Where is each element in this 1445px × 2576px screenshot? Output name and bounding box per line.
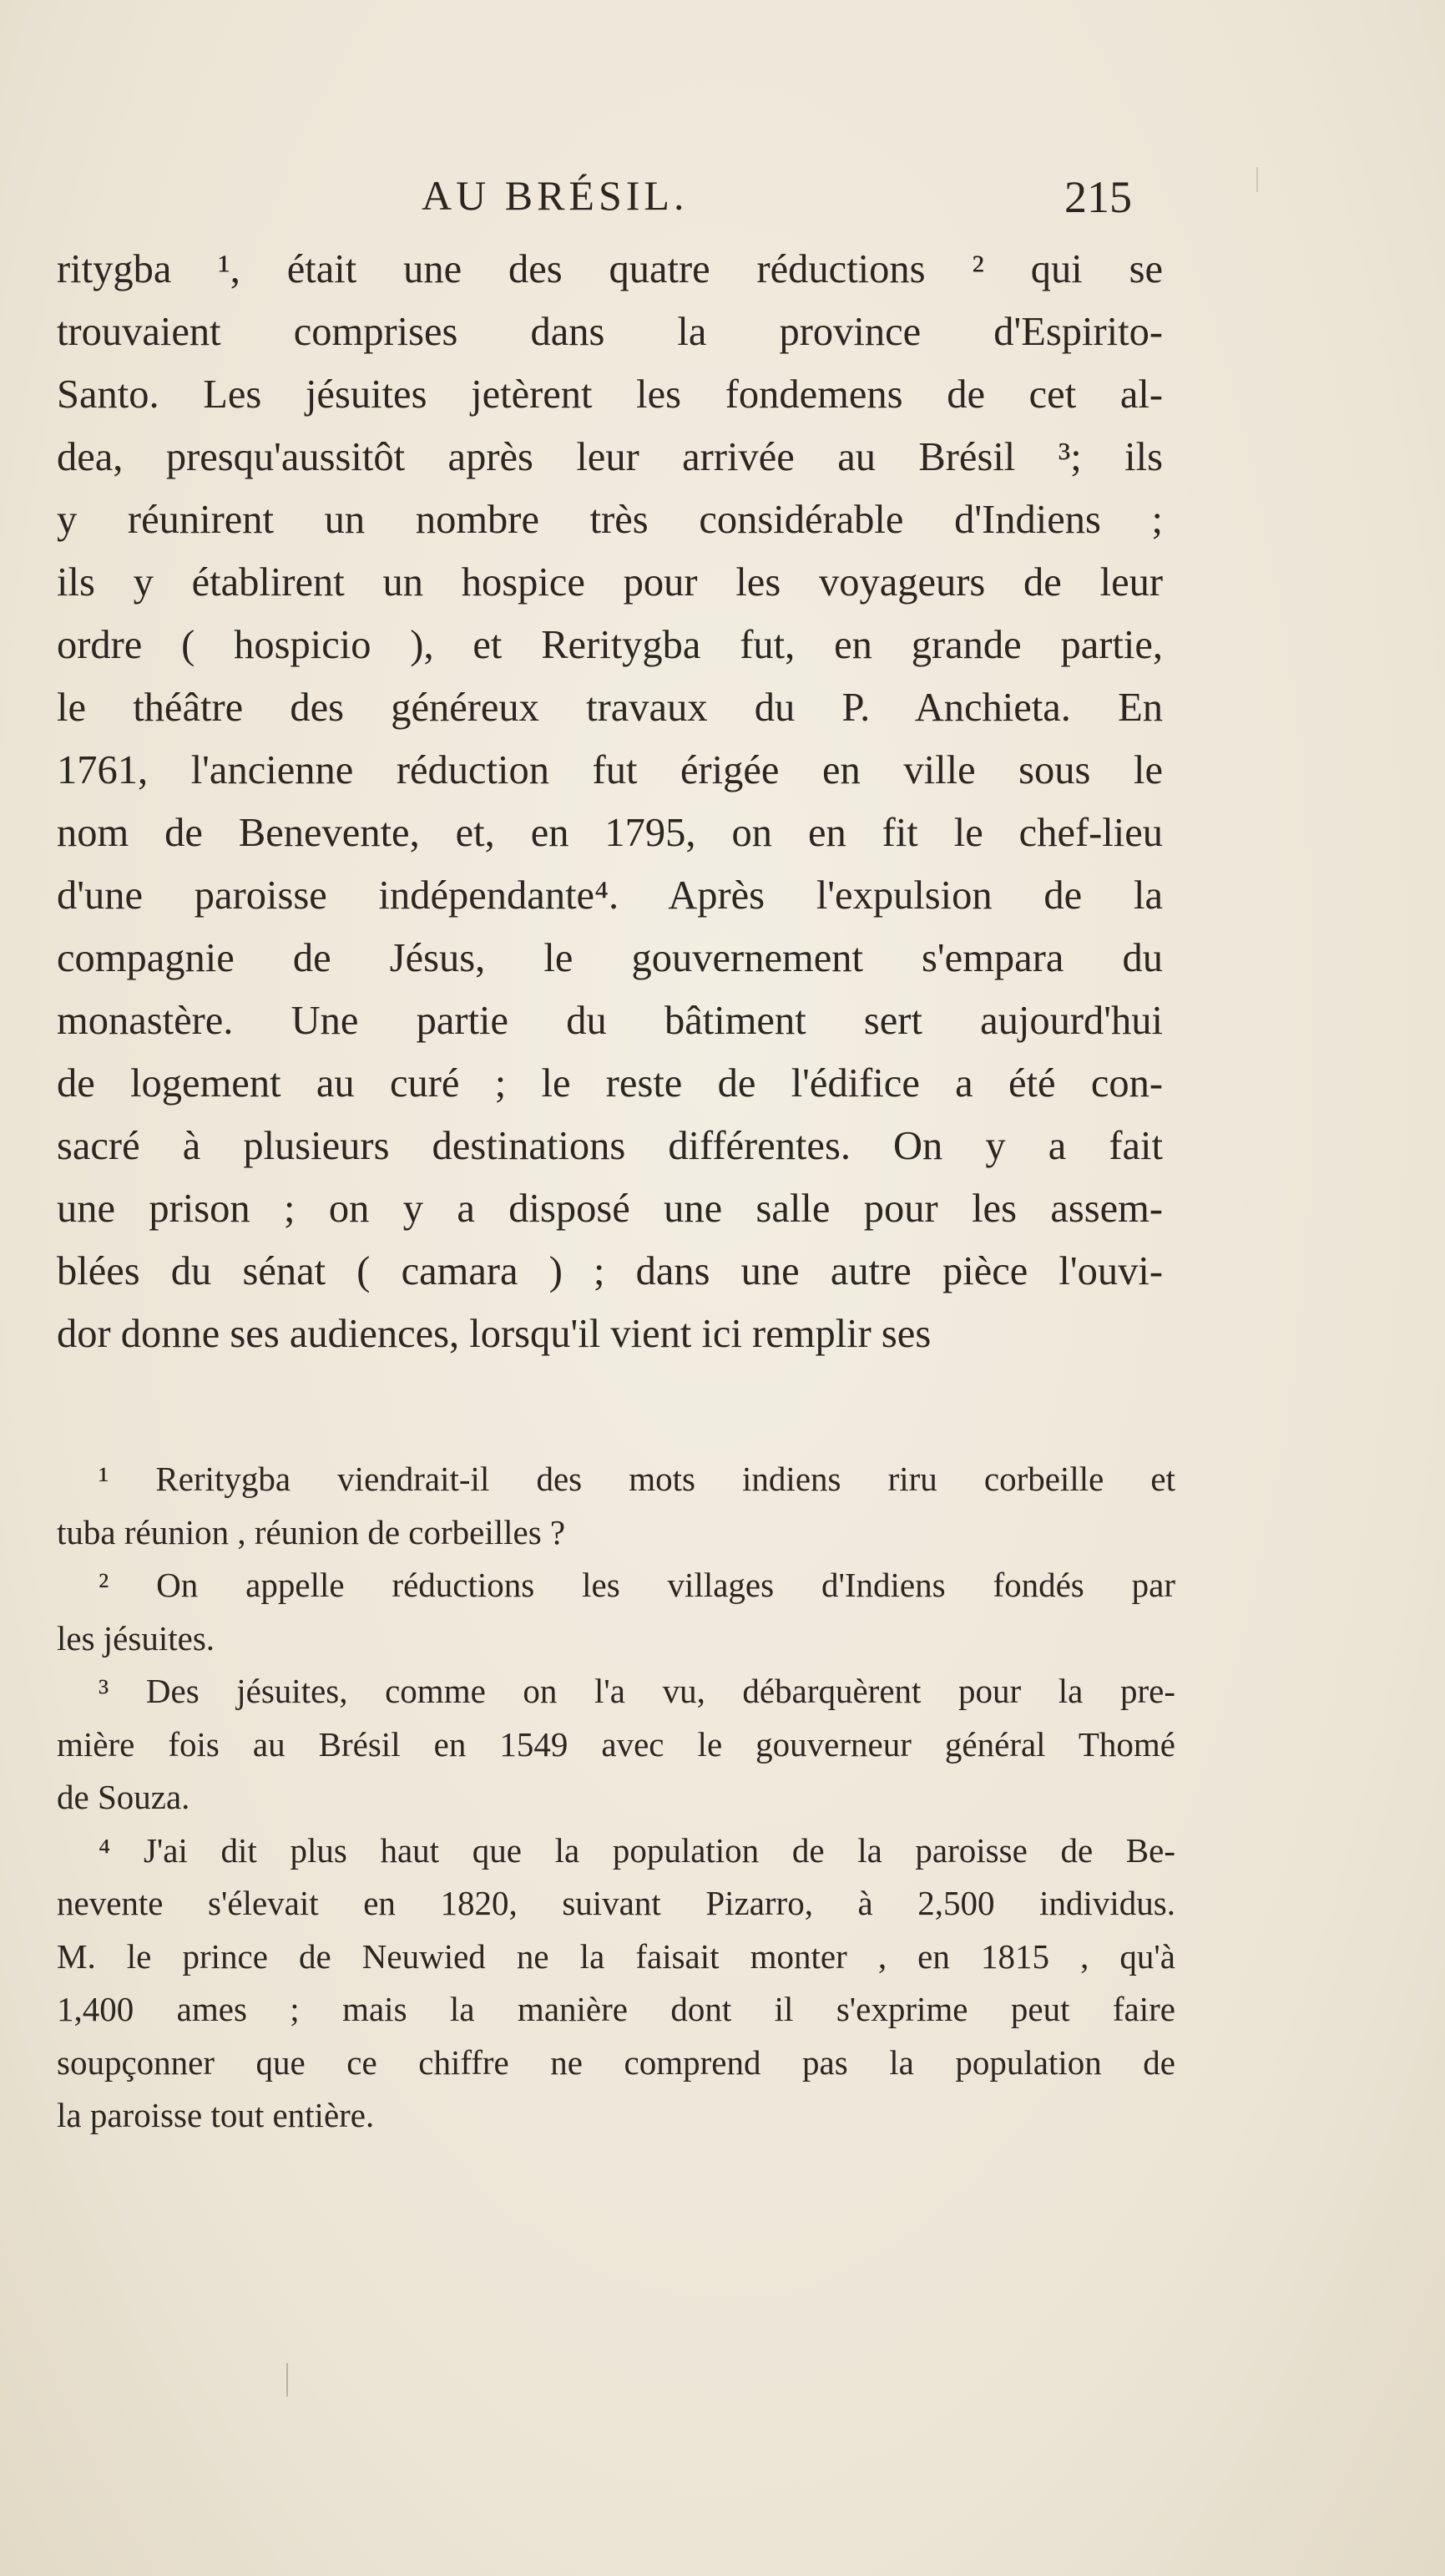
footnote-line: tuba réunion , réunion de corbeilles ?: [57, 1512, 566, 1551]
text-line: y réunirent un nombre très considérable d'Indiens ;: [57, 498, 1163, 542]
footnote-line: ¹ Reritygba viendrait-il des mots indiens riru corbeille et: [99, 1460, 1175, 1498]
footnotes: [57, 1453, 1175, 2143]
running-title: AU BRÉSIL.: [422, 172, 689, 219]
footnote-line: 1,400 ames ; mais la manière dont il s'exprime peut faire: [57, 1990, 1175, 2028]
paper-mark: [286, 2363, 288, 2396]
footnote-line: ⁴ J'ai dit plus haut que la population de la paroisse de Be-: [99, 1830, 1175, 1870]
text-line: ritygba ¹, était une des quatre réductions ² qui se: [57, 247, 1163, 291]
text-line: ordre ( hospicio ), et Reritygba fut, en grande partie,: [57, 623, 1163, 667]
main-text: [57, 238, 1163, 1365]
paper-mark: [1256, 167, 1258, 192]
footnote-line: ³ Des jésuites, comme on l'a vu, débarquèrent pour la pre-: [99, 1672, 1175, 1710]
text-line: 1761, l'ancienne réduction fut érigée en ville sous le: [57, 748, 1163, 792]
text-line: ils y établirent un hospice pour les voyageurs de leur: [57, 560, 1163, 605]
page-number: 215: [1064, 172, 1132, 222]
footnote-line: nevente s'élevait en 1820, suivant Pizarro, à 2,500 individus.: [57, 1884, 1175, 1922]
text-line: blées du sénat ( camara ) ; dans une autre pièce l'ouvi-: [57, 1249, 1163, 1293]
footnote-line: ² On appelle réductions les villages d'Indiens fondés par: [99, 1566, 1175, 1604]
text-line: le théâtre des généreux travaux du P. Anchieta. En: [57, 686, 1163, 730]
page-header: [0, 171, 1445, 230]
text-line: compagnie de Jésus, le gouvernement s'empara du: [57, 936, 1163, 980]
text-line: de logement au curé ; le reste de l'édifice a été con-: [57, 1061, 1163, 1106]
text-line: d'une paroisse indépendante⁴. Après l'expulsion de la: [57, 873, 1163, 918]
footnote-line: la paroisse tout entière.: [57, 2096, 375, 2134]
footnote-line: soupçonner que ce chiffre ne comprend pas la population de: [57, 2042, 1175, 2082]
text-line: dea, presqu'aussitôt après leur arrivée au Brésil ³; ils: [57, 435, 1163, 479]
text-line: monastère. Une partie du bâtiment sert aujourd'hui: [57, 999, 1163, 1043]
text-line: une prison ; on y a disposé une salle pour les assem-: [57, 1187, 1163, 1231]
footnote-line: les jésuites.: [57, 1618, 215, 1657]
text-line: nom de Benevente, et, en 1795, on en fit le chef-lieu: [57, 811, 1163, 855]
footnote-line: de Souza.: [57, 1778, 190, 1816]
text-line: dor donne ses audiences, lorsqu'il vient ici remplir ses: [57, 1312, 932, 1356]
footnote-line: M. le prince de Neuwied ne la faisait monter , en 1815 , qu'à: [57, 1936, 1175, 1976]
text-line: sacré à plusieurs destinations différentes. On y a fait: [57, 1124, 1163, 1168]
text-line: Santo. Les jésuites jetèrent les fondemens de cet al-: [57, 372, 1163, 417]
text-line: trouvaient comprises dans la province d'Espirito-: [57, 310, 1163, 354]
footnote-line: mière fois au Brésil en 1549 avec le gouverneur général Thomé: [57, 1724, 1175, 1764]
